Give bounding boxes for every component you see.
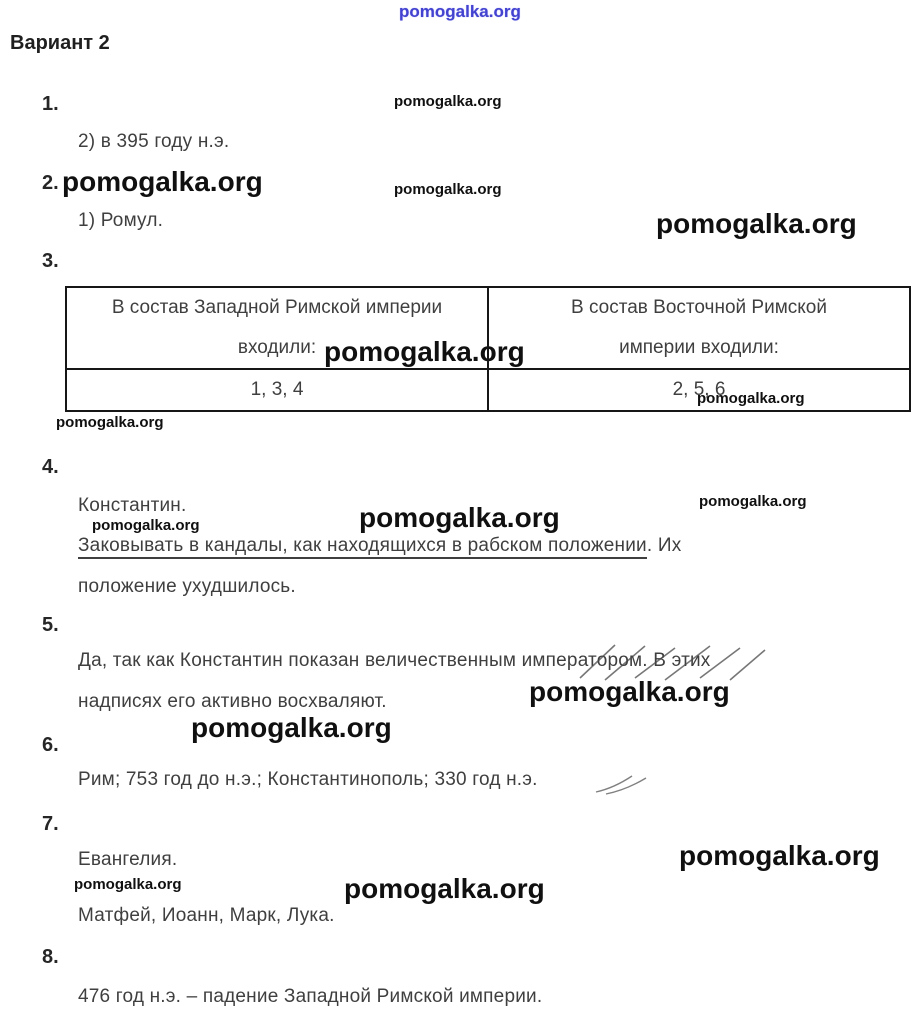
table-header-west bbox=[66, 287, 488, 369]
watermark-brand: pomogalka.org bbox=[656, 208, 857, 239]
question-number-3: 3. bbox=[42, 250, 59, 272]
table-value-east: 2, 5, 6 bbox=[488, 369, 910, 411]
answer-1: 2) в 395 году н.э. bbox=[78, 131, 230, 152]
watermark-brand: pomogalka.org bbox=[56, 414, 164, 431]
question-number-4: 4. bbox=[42, 456, 59, 478]
watermark-brand: pomogalka.org bbox=[92, 517, 200, 534]
question-number-7: 7. bbox=[42, 813, 59, 835]
watermark-brand: pomogalka.org bbox=[529, 676, 730, 707]
table-header-east-line2: империи входили: bbox=[619, 337, 779, 358]
watermark-brand: pomogalka.org bbox=[399, 2, 521, 21]
watermark-brand: pomogalka.org bbox=[699, 493, 807, 510]
watermark-brand: pomogalka.org bbox=[62, 166, 263, 197]
pen-scribble bbox=[592, 768, 652, 796]
answer-table bbox=[65, 286, 911, 412]
answer-4-underlined-text: Заковывать в кандалы, как находящихся в рабском положении bbox=[78, 535, 647, 559]
table-header-west-line1: В состав Западной Римской империи bbox=[111, 297, 443, 318]
watermark-brand: pomogalka.org bbox=[394, 93, 502, 110]
answer-8: 476 год н.э. – падение Западной Римской империи. bbox=[78, 986, 543, 1007]
table-header-east bbox=[488, 287, 910, 369]
pen-scribble bbox=[570, 640, 770, 685]
variant-title: Вариант 2 bbox=[10, 32, 110, 54]
question-number-1: 1. bbox=[42, 93, 59, 115]
watermark-brand: pomogalka.org bbox=[394, 181, 502, 198]
watermark-brand: pomogalka.org bbox=[679, 840, 880, 871]
answer-7-line2: Матфей, Иоанн, Марк, Лука. bbox=[78, 905, 335, 926]
watermark-brand: pomogalka.org bbox=[74, 876, 182, 893]
table-value-west: 1, 3, 4 bbox=[66, 369, 488, 411]
answer-4-line2-rest: . Их bbox=[646, 535, 682, 556]
answer-2: 1) Ромул. bbox=[78, 210, 164, 231]
answer-5-line1: Да, так как Константин показан величественным императором. В этих bbox=[78, 650, 711, 671]
table-header-west-line2: входили: bbox=[237, 337, 317, 358]
answer-5-line2: надписях его активно восхваляют. bbox=[78, 691, 387, 712]
question-number-2: 2. bbox=[42, 172, 59, 194]
watermark-brand: pomogalka.org bbox=[324, 336, 525, 367]
table-header-row bbox=[66, 287, 910, 369]
answer-7-line1: Евангелия. bbox=[78, 849, 178, 870]
question-number-6: 6. bbox=[42, 734, 59, 756]
watermark-brand: pomogalka.org bbox=[697, 390, 805, 407]
question-number-8: 8. bbox=[42, 946, 59, 968]
answer-4-line3: положение ухудшилось. bbox=[78, 576, 296, 597]
answer-6: Рим; 753 год до н.э.; Константинополь; 330 год н.э. bbox=[78, 769, 538, 790]
watermark-brand: pomogalka.org bbox=[344, 873, 545, 904]
answer-4-line2 bbox=[78, 535, 681, 557]
table-header-east-line1: В состав Восточной Римской bbox=[571, 297, 827, 318]
watermark-brand: pomogalka.org bbox=[359, 502, 560, 533]
question-number-5: 5. bbox=[42, 614, 59, 636]
watermark-brand: pomogalka.org bbox=[191, 712, 392, 743]
table-value-row bbox=[66, 369, 910, 411]
answer-4-line1: Константин. bbox=[78, 495, 187, 516]
